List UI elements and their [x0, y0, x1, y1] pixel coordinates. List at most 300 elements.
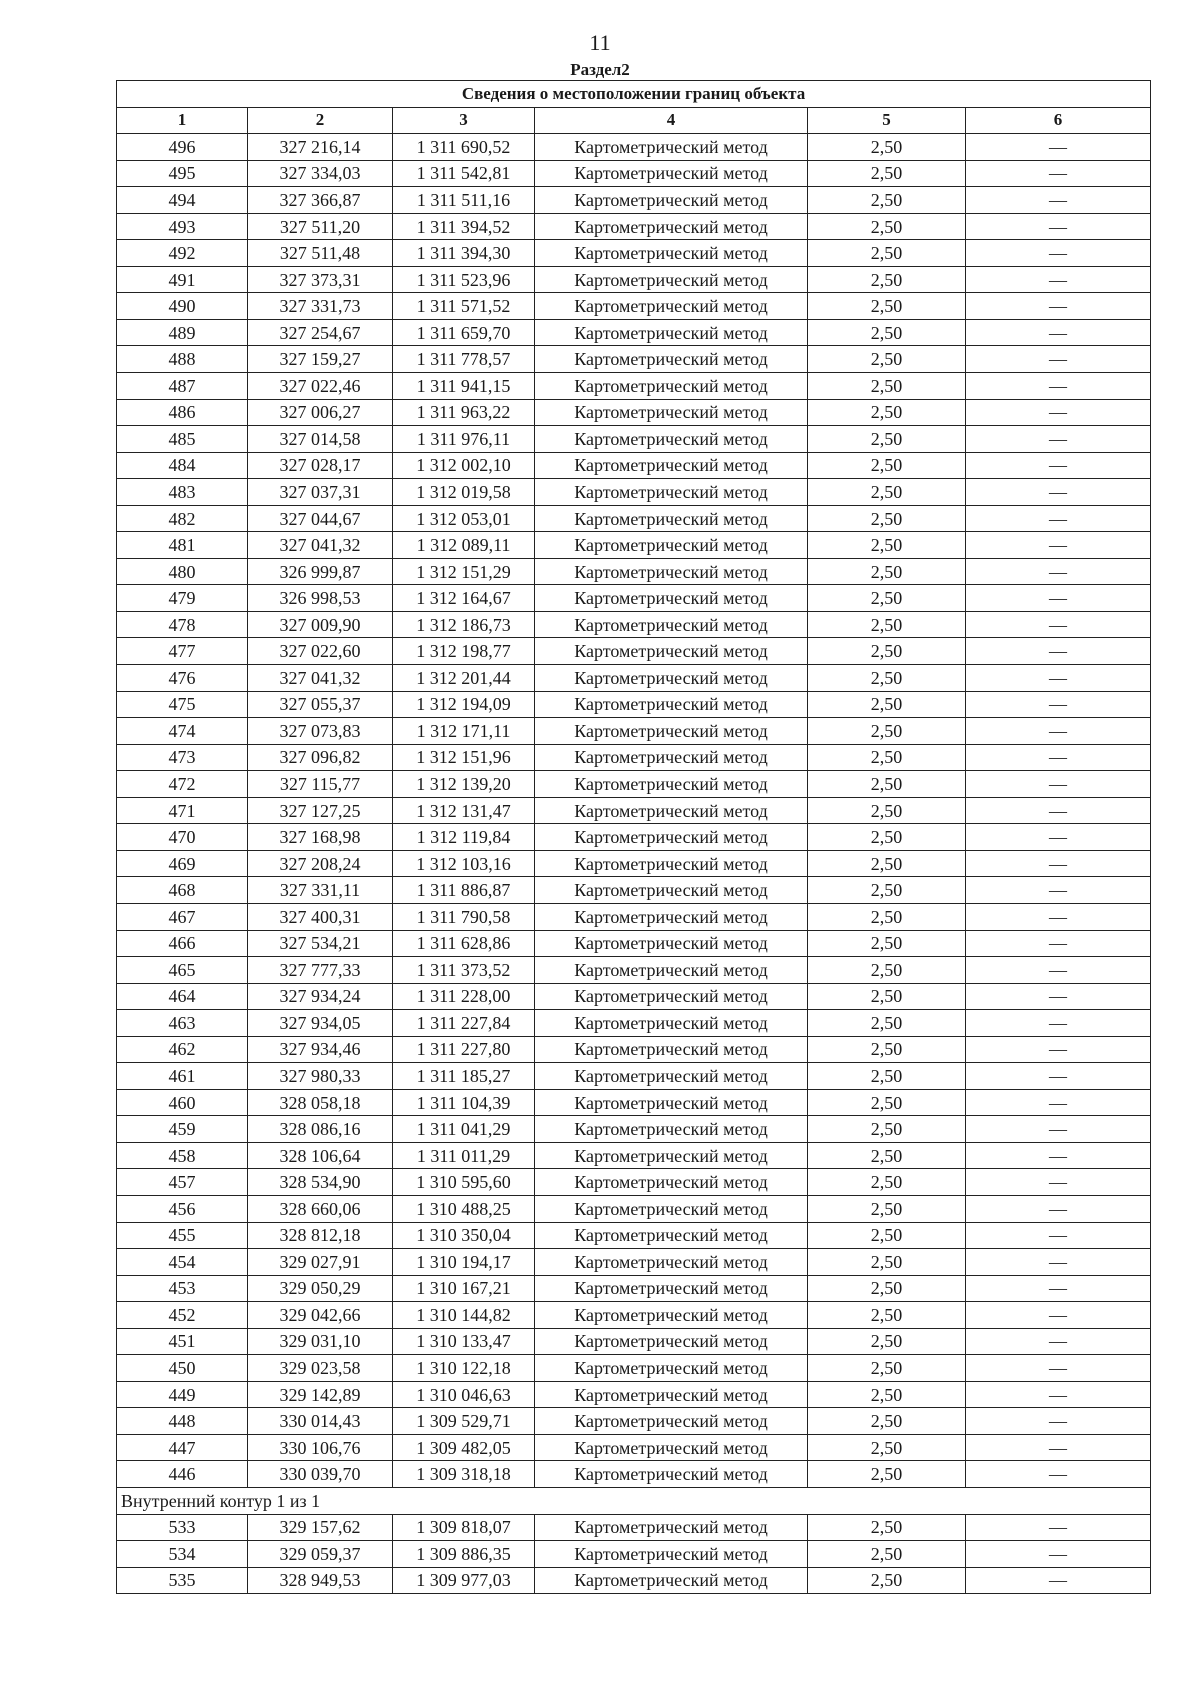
table-cell: —: [966, 771, 1151, 798]
table-cell: 1 312 151,29: [393, 558, 535, 585]
table-cell: 2,50: [808, 426, 966, 453]
table-cell: —: [966, 903, 1151, 930]
table-cell: 2,50: [808, 1275, 966, 1302]
table-cell: Картометрический метод: [535, 1328, 808, 1355]
column-header: 6: [966, 107, 1151, 134]
table-cell: 1 311 523,96: [393, 266, 535, 293]
table-cell: 467: [117, 903, 248, 930]
table-cell: —: [966, 1541, 1151, 1568]
table-cell: 484: [117, 452, 248, 479]
table-cell: Картометрический метод: [535, 1355, 808, 1382]
table-cell: Картометрический метод: [535, 771, 808, 798]
table-cell: 1 311 041,29: [393, 1116, 535, 1143]
table-cell: 2,50: [808, 1408, 966, 1435]
table-cell: 1 310 488,25: [393, 1195, 535, 1222]
table-cell: 2,50: [808, 240, 966, 267]
table-row: [117, 319, 1151, 346]
table-row: [117, 824, 1151, 851]
table-row: [117, 1355, 1151, 1382]
table-cell: Картометрический метод: [535, 824, 808, 851]
table-cell: —: [966, 1249, 1151, 1276]
table-cell: —: [966, 1010, 1151, 1037]
table-cell: 1 311 511,16: [393, 187, 535, 214]
table-cell: —: [966, 1142, 1151, 1169]
table-cell: Картометрический метод: [535, 452, 808, 479]
table-cell: 448: [117, 1408, 248, 1435]
table-cell: Картометрический метод: [535, 718, 808, 745]
table-row: [117, 611, 1151, 638]
table-row: [117, 1063, 1151, 1090]
table-cell: 2,50: [808, 160, 966, 187]
table-cell: 2,50: [808, 1089, 966, 1116]
table-row: [117, 1010, 1151, 1037]
table-cell: 466: [117, 930, 248, 957]
table-row: [117, 293, 1151, 320]
table-row: [117, 399, 1151, 426]
table-cell: 327 511,20: [248, 213, 393, 240]
table-cell: 2,50: [808, 638, 966, 665]
table-cell: 328 086,16: [248, 1116, 393, 1143]
table-cell: —: [966, 930, 1151, 957]
table-cell: 1 311 628,86: [393, 930, 535, 957]
outer-contour-rows: [117, 134, 1151, 1488]
table-cell: 1 309 529,71: [393, 1408, 535, 1435]
table-cell: 2,50: [808, 744, 966, 771]
table-cell: 1 311 227,80: [393, 1036, 535, 1063]
table-cell: —: [966, 373, 1151, 400]
table-cell: Картометрический метод: [535, 399, 808, 426]
table-cell: 1 310 133,47: [393, 1328, 535, 1355]
table-cell: 1 312 119,84: [393, 824, 535, 851]
table-cell: —: [966, 426, 1151, 453]
table-cell: Картометрический метод: [535, 1063, 808, 1090]
table-cell: 2,50: [808, 983, 966, 1010]
table-cell: Картометрический метод: [535, 1514, 808, 1541]
table-cell: —: [966, 1434, 1151, 1461]
table-cell: 1 311 886,87: [393, 877, 535, 904]
table-cell: 1 311 963,22: [393, 399, 535, 426]
table-cell: 326 998,53: [248, 585, 393, 612]
table-cell: 2,50: [808, 1328, 966, 1355]
table-cell: 1 311 011,29: [393, 1142, 535, 1169]
table-cell: 2,50: [808, 187, 966, 214]
table-cell: Картометрический метод: [535, 850, 808, 877]
table-row: [117, 426, 1151, 453]
table-cell: 496: [117, 134, 248, 161]
table-cell: 329 050,29: [248, 1275, 393, 1302]
table-cell: 2,50: [808, 585, 966, 612]
table-row: [117, 1089, 1151, 1116]
table-cell: 2,50: [808, 134, 966, 161]
table-cell: 2,50: [808, 452, 966, 479]
table-cell: 327 168,98: [248, 824, 393, 851]
table-cell: Картометрический метод: [535, 983, 808, 1010]
table-cell: —: [966, 1302, 1151, 1329]
table-cell: —: [966, 1222, 1151, 1249]
table-cell: 1 310 144,82: [393, 1302, 535, 1329]
table-cell: 329 031,10: [248, 1328, 393, 1355]
table-cell: 1 312 151,96: [393, 744, 535, 771]
table-caption: Сведения о местоположении границ объекта: [117, 81, 1151, 108]
table-cell: 1 311 790,58: [393, 903, 535, 930]
table-row: [117, 532, 1151, 559]
table-cell: 2,50: [808, 957, 966, 984]
table-cell: 1 310 046,63: [393, 1381, 535, 1408]
table-cell: 327 006,27: [248, 399, 393, 426]
table-cell: 327 216,14: [248, 134, 393, 161]
column-header-row: [117, 107, 1151, 134]
table-cell: 453: [117, 1275, 248, 1302]
table-row: [117, 160, 1151, 187]
boundary-coordinates-table: [116, 80, 1151, 1594]
table-cell: 2,50: [808, 505, 966, 532]
table-cell: 328 812,18: [248, 1222, 393, 1249]
table-cell: Картометрический метод: [535, 479, 808, 506]
table-cell: 463: [117, 1010, 248, 1037]
table-cell: —: [966, 187, 1151, 214]
table-cell: Картометрический метод: [535, 346, 808, 373]
table-cell: 327 041,32: [248, 532, 393, 559]
table-cell: 2,50: [808, 691, 966, 718]
table-cell: Картометрический метод: [535, 797, 808, 824]
table-cell: 1 311 227,84: [393, 1010, 535, 1037]
table-cell: 329 157,62: [248, 1514, 393, 1541]
table-cell: 1 312 089,11: [393, 532, 535, 559]
table-row: [117, 718, 1151, 745]
table-row: [117, 850, 1151, 877]
table-cell: 2,50: [808, 479, 966, 506]
table-cell: 489: [117, 319, 248, 346]
table-row: [117, 558, 1151, 585]
table-row: [117, 1169, 1151, 1196]
table-cell: 2,50: [808, 293, 966, 320]
table-cell: 2,50: [808, 797, 966, 824]
table-cell: Картометрический метод: [535, 1010, 808, 1037]
table-row: [117, 1275, 1151, 1302]
page-number: 11: [589, 30, 611, 55]
table-row: [117, 744, 1151, 771]
table-cell: 2,50: [808, 877, 966, 904]
table-cell: 1 311 394,52: [393, 213, 535, 240]
table-row: [117, 1302, 1151, 1329]
table-cell: 1 311 690,52: [393, 134, 535, 161]
table-cell: 476: [117, 665, 248, 692]
table-row: [117, 1514, 1151, 1541]
table-cell: —: [966, 346, 1151, 373]
table-cell: 2,50: [808, 824, 966, 851]
table-cell: 472: [117, 771, 248, 798]
table-cell: —: [966, 1169, 1151, 1196]
table-cell: —: [966, 691, 1151, 718]
table-row: [117, 877, 1151, 904]
table-cell: 1 312 002,10: [393, 452, 535, 479]
table-cell: 330 106,76: [248, 1434, 393, 1461]
table-cell: Картометрический метод: [535, 532, 808, 559]
table-cell: 327 934,46: [248, 1036, 393, 1063]
table-cell: 327 037,31: [248, 479, 393, 506]
table-cell: —: [966, 983, 1151, 1010]
table-cell: 328 534,90: [248, 1169, 393, 1196]
table-cell: Картометрический метод: [535, 1089, 808, 1116]
table-cell: 488: [117, 346, 248, 373]
table-cell: 2,50: [808, 266, 966, 293]
table-cell: 1 311 571,52: [393, 293, 535, 320]
table-cell: 461: [117, 1063, 248, 1090]
table-cell: 328 660,06: [248, 1195, 393, 1222]
table-cell: 533: [117, 1514, 248, 1541]
table-cell: 327 334,03: [248, 160, 393, 187]
table-cell: 478: [117, 611, 248, 638]
table-cell: 1 312 201,44: [393, 665, 535, 692]
table-row: [117, 134, 1151, 161]
table-cell: —: [966, 1195, 1151, 1222]
table-cell: 328 106,64: [248, 1142, 393, 1169]
table-cell: Картометрический метод: [535, 426, 808, 453]
table-cell: 473: [117, 744, 248, 771]
table-cell: —: [966, 266, 1151, 293]
table-cell: 1 311 976,11: [393, 426, 535, 453]
table-cell: —: [966, 399, 1151, 426]
table-cell: Картометрический метод: [535, 1142, 808, 1169]
table-cell: 2,50: [808, 903, 966, 930]
table-cell: 327 028,17: [248, 452, 393, 479]
table-row: [117, 691, 1151, 718]
table-cell: 455: [117, 1222, 248, 1249]
table-cell: 2,50: [808, 373, 966, 400]
table-cell: Картометрический метод: [535, 1169, 808, 1196]
table-cell: 470: [117, 824, 248, 851]
table-cell: 468: [117, 877, 248, 904]
table-row: [117, 505, 1151, 532]
table-cell: 2,50: [808, 1355, 966, 1382]
table-row: [117, 1116, 1151, 1143]
table-cell: Картометрический метод: [535, 505, 808, 532]
table-cell: 1 311 659,70: [393, 319, 535, 346]
table-cell: Картометрический метод: [535, 691, 808, 718]
table-cell: 459: [117, 1116, 248, 1143]
table-cell: —: [966, 1063, 1151, 1090]
table-cell: Картометрический метод: [535, 1036, 808, 1063]
table-cell: 1 312 019,58: [393, 479, 535, 506]
table-cell: 2,50: [808, 1434, 966, 1461]
table-cell: 454: [117, 1249, 248, 1276]
table-cell: 483: [117, 479, 248, 506]
table-cell: 1 312 186,73: [393, 611, 535, 638]
table-cell: —: [966, 797, 1151, 824]
table-cell: 1 310 595,60: [393, 1169, 535, 1196]
table-cell: 2,50: [808, 1142, 966, 1169]
table-row: [117, 930, 1151, 957]
table-cell: 327 534,21: [248, 930, 393, 957]
table-cell: 458: [117, 1142, 248, 1169]
table-cell: 327 980,33: [248, 1063, 393, 1090]
table-cell: 327 400,31: [248, 903, 393, 930]
table-row: [117, 903, 1151, 930]
table-cell: —: [966, 452, 1151, 479]
table-cell: Картометрический метод: [535, 213, 808, 240]
table-cell: 327 055,37: [248, 691, 393, 718]
table-cell: 2,50: [808, 1222, 966, 1249]
table-cell: 327 934,24: [248, 983, 393, 1010]
table-cell: 462: [117, 1036, 248, 1063]
table-cell: Картометрический метод: [535, 266, 808, 293]
table-cell: —: [966, 1408, 1151, 1435]
table-cell: 1 310 194,17: [393, 1249, 535, 1276]
table-cell: Картометрический метод: [535, 903, 808, 930]
table-cell: Картометрический метод: [535, 957, 808, 984]
table-cell: —: [966, 240, 1151, 267]
table-cell: Картометрический метод: [535, 877, 808, 904]
table-cell: Картометрический метод: [535, 1275, 808, 1302]
table-cell: Картометрический метод: [535, 240, 808, 267]
table-cell: 329 023,58: [248, 1355, 393, 1382]
table-row: [117, 373, 1151, 400]
table-cell: 1 312 164,67: [393, 585, 535, 612]
table-cell: Картометрический метод: [535, 1567, 808, 1594]
table-cell: 2,50: [808, 346, 966, 373]
table-cell: 1 309 886,35: [393, 1541, 535, 1568]
table-cell: 2,50: [808, 558, 966, 585]
table-cell: 481: [117, 532, 248, 559]
table-cell: 2,50: [808, 532, 966, 559]
table-cell: 471: [117, 797, 248, 824]
inner-contour-header-row: [117, 1487, 1151, 1514]
table-cell: 495: [117, 160, 248, 187]
table-row: [117, 452, 1151, 479]
table-cell: 327 096,82: [248, 744, 393, 771]
table-cell: 327 511,48: [248, 240, 393, 267]
table-cell: 452: [117, 1302, 248, 1329]
table-row: [117, 1222, 1151, 1249]
table-cell: 1 310 167,21: [393, 1275, 535, 1302]
table-cell: 326 999,87: [248, 558, 393, 585]
table-cell: 2,50: [808, 718, 966, 745]
table-row: [117, 983, 1151, 1010]
table-cell: 2,50: [808, 611, 966, 638]
table-cell: —: [966, 1275, 1151, 1302]
table-row: [117, 266, 1151, 293]
table-cell: —: [966, 319, 1151, 346]
table-cell: 465: [117, 957, 248, 984]
table-cell: —: [966, 532, 1151, 559]
table-row: [117, 585, 1151, 612]
table-cell: Картометрический метод: [535, 1302, 808, 1329]
table-cell: 1 309 482,05: [393, 1434, 535, 1461]
table-row: [117, 213, 1151, 240]
table-cell: 327 115,77: [248, 771, 393, 798]
table-cell: Картометрический метод: [535, 1408, 808, 1435]
table-cell: Картометрический метод: [535, 1541, 808, 1568]
table-cell: Картометрический метод: [535, 611, 808, 638]
table-cell: 1 312 194,09: [393, 691, 535, 718]
table-cell: 327 022,60: [248, 638, 393, 665]
table-cell: Картометрический метод: [535, 930, 808, 957]
table-cell: Картометрический метод: [535, 187, 808, 214]
table-cell: —: [966, 1381, 1151, 1408]
table-cell: 482: [117, 505, 248, 532]
table-row: [117, 240, 1151, 267]
table-cell: 327 044,67: [248, 505, 393, 532]
table-cell: 330 039,70: [248, 1461, 393, 1488]
table-cell: 487: [117, 373, 248, 400]
table-row: [117, 1249, 1151, 1276]
table-row: [117, 1195, 1151, 1222]
table-row: [117, 1541, 1151, 1568]
table-cell: 456: [117, 1195, 248, 1222]
table-cell: 329 027,91: [248, 1249, 393, 1276]
table-cell: 2,50: [808, 1461, 966, 1488]
table-cell: 327 934,05: [248, 1010, 393, 1037]
table-cell: 490: [117, 293, 248, 320]
inner-contour-rows: [117, 1514, 1151, 1594]
table-cell: 1 312 198,77: [393, 638, 535, 665]
table-cell: Картометрический метод: [535, 1116, 808, 1143]
table-cell: Картометрический метод: [535, 1434, 808, 1461]
table-cell: Картометрический метод: [535, 744, 808, 771]
table-cell: 1 309 818,07: [393, 1514, 535, 1541]
table-cell: 327 022,46: [248, 373, 393, 400]
table-row: [117, 665, 1151, 692]
table-cell: 327 777,33: [248, 957, 393, 984]
table-cell: —: [966, 718, 1151, 745]
table-cell: 479: [117, 585, 248, 612]
column-header: 1: [117, 107, 248, 134]
table-cell: Картометрический метод: [535, 1222, 808, 1249]
table-row: [117, 1036, 1151, 1063]
table-cell: —: [966, 1567, 1151, 1594]
table-cell: 2,50: [808, 1116, 966, 1143]
table-cell: 327 373,31: [248, 266, 393, 293]
section-title: Раздел2: [570, 60, 630, 79]
table-cell: 327 331,73: [248, 293, 393, 320]
table-cell: 2,50: [808, 319, 966, 346]
table-row: [117, 1461, 1151, 1488]
table-cell: 535: [117, 1567, 248, 1594]
table-cell: —: [966, 824, 1151, 851]
table-cell: 447: [117, 1434, 248, 1461]
table-cell: 2,50: [808, 1063, 966, 1090]
column-header: 3: [393, 107, 535, 134]
table-row: [117, 479, 1151, 506]
table-cell: 327 041,32: [248, 665, 393, 692]
table-cell: 1 312 103,16: [393, 850, 535, 877]
table-cell: Картометрический метод: [535, 1249, 808, 1276]
table-cell: 493: [117, 213, 248, 240]
table-cell: 327 073,83: [248, 718, 393, 745]
table-cell: 1 312 131,47: [393, 797, 535, 824]
table-cell: 2,50: [808, 1567, 966, 1594]
table-row: [117, 797, 1151, 824]
table-cell: Картометрический метод: [535, 134, 808, 161]
table-row: [117, 1408, 1151, 1435]
table-cell: 2,50: [808, 930, 966, 957]
table-cell: —: [966, 1089, 1151, 1116]
table-cell: 328 949,53: [248, 1567, 393, 1594]
table-row: [117, 771, 1151, 798]
table-cell: —: [966, 293, 1151, 320]
table-cell: —: [966, 1461, 1151, 1488]
table-cell: 327 009,90: [248, 611, 393, 638]
table-cell: 457: [117, 1169, 248, 1196]
table-cell: Картометрический метод: [535, 319, 808, 346]
table-cell: 464: [117, 983, 248, 1010]
table-cell: 329 059,37: [248, 1541, 393, 1568]
table-cell: 327 159,27: [248, 346, 393, 373]
table-cell: —: [966, 1116, 1151, 1143]
table-cell: —: [966, 558, 1151, 585]
table-cell: 2,50: [808, 1249, 966, 1276]
table-cell: —: [966, 134, 1151, 161]
